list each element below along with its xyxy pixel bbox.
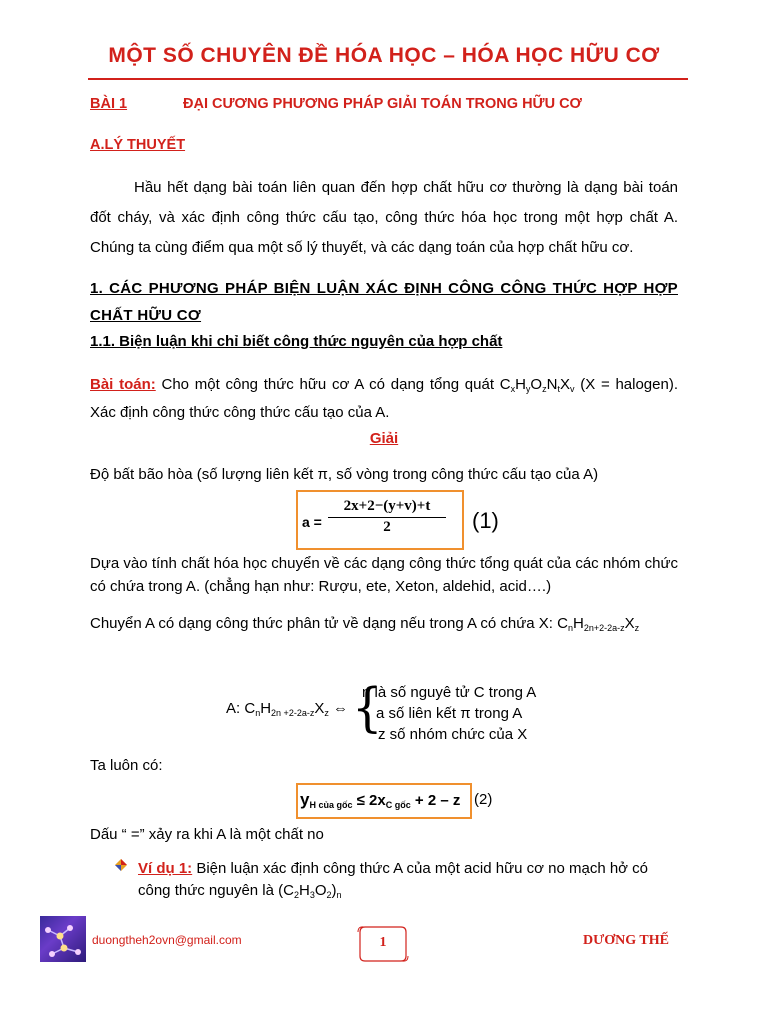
footer-author: DƯƠNG THẾ: [583, 933, 669, 948]
solution-label: Giải: [369, 430, 399, 447]
brace-symbol: {: [352, 677, 383, 739]
definition-item: z số nhóm chức của X: [378, 726, 528, 743]
formula-2-y: y: [300, 790, 310, 809]
problem-statement: Bài toán: Cho một công thức hữu cơ A có dạng tổng quát $C_xH_yO_zN_tX_v$ (X = halogen). Xác định công thức công thức cấu tạo của A.: [90, 376, 678, 421]
example-text: Biện luận xác định công thức A của một acid hữu cơ no mạch hở có công thức nguyên là (C: [138, 860, 649, 899]
formula-2-mid: ≤ 2x: [352, 792, 386, 809]
footer-molecule-image: [40, 916, 86, 962]
example-text-end: ): [331, 882, 337, 899]
problem-label: Bài toán:: [90, 376, 156, 393]
saturation-line: Độ bất bão hòa (số lượng liên kết π, số vòng trong công thức cấu tạo của A): [90, 466, 599, 483]
formula-2-inequality: [300, 790, 460, 810]
convert-line-text: Chuyển A có dạng công thức phân tử về dạng nếu trong A có chứa X: C: [90, 615, 568, 632]
formula-1-denominator: 2: [383, 519, 391, 535]
example-label: Ví dụ 1:: [138, 860, 193, 877]
formula-2-tag: (2): [474, 791, 493, 808]
formula-1-fraction: [328, 498, 446, 536]
document-title: MỘT SỐ CHUYÊN ĐỀ HÓA HỌC – HÓA HỌC HỮU CƠ: [108, 44, 660, 67]
definition-item: n là số nguyê tử C trong A: [362, 684, 537, 701]
always-label: Ta luôn có:: [90, 757, 163, 774]
page-number: 1: [379, 935, 387, 950]
bullet-icon: [114, 858, 128, 872]
lesson-number: BÀI 1: [90, 96, 128, 112]
problem-text-b: (X = halogen). Xác định công thức công thức cấu tạo của A.: [90, 376, 678, 421]
title-rule: [88, 78, 688, 80]
section-a-heading: A.LÝ THUYẾT: [90, 137, 186, 153]
definition-lhs: A: $C_nH_{2n +2-2a-z}X_z$ ⇔: [226, 700, 349, 718]
intro-paragraph: Hầu hết dạng bài toán liên quan đến hợp chất hữu cơ thường là dạng bài toán đốt cháy, và xác định công thức cấu tạo, công thức hóa học trong một hợp chất A. Chúng ta cùng điểm qua một số lý thuyết, và các dạng toán của hợp chất hữu cơ.: [90, 179, 678, 256]
equality-note: Dấu “ =” xảy ra khi A là một chất no: [90, 826, 324, 843]
definition-item: a số liên kết π trong A: [376, 705, 523, 722]
formula-2-sub-y: H của gốc: [309, 800, 353, 810]
formula-2-sub-x: C gốc: [385, 800, 411, 810]
footer-email: duongtheh2ovn@gmail.com: [92, 933, 242, 947]
convert-line: Chuyển A có dạng công thức phân tử về dạng nếu trong A có chứa X: $C_nH_{2n+2-2a-z}X_z$: [90, 615, 640, 633]
formula-2-tail: + 2 – z: [410, 792, 461, 809]
heading-1-1: 1.1. Biện luận khi chỉ biết công thức nguyên của hợp chất: [90, 333, 503, 350]
lesson-title: ĐẠI CƯƠNG PHƯƠNG PHÁP GIẢI TOÁN TRONG HỮU CƠ: [183, 96, 582, 112]
molecule-icon: [40, 916, 86, 962]
problem-text-a: Cho một công thức hữu cơ A có dạng tổng quát C: [155, 376, 511, 393]
definition-lhs-text: A: C: [226, 700, 256, 717]
formula-1-tag: (1): [472, 508, 499, 533]
formula-1-lhs: a =: [302, 514, 322, 530]
chemical-properties-paragraph: Dựa vào tính chất hóa học chuyển về các dạng công thức tổng quát của các nhóm chức có chứa trong A. (chẳng hạn như: Rượu, ete, Xeton, aldehid, acid….): [90, 555, 678, 595]
heading-1: 1. CÁC PHƯƠNG PHÁP BIỆN LUẬN XÁC ĐỊNH CÔNG CÔNG THỨC HỢP HỢP CHẤT HỮU CƠ: [90, 280, 678, 324]
formula-1-numerator: 2x+2−(y+v)+t: [328, 498, 446, 518]
definition-list: [362, 682, 536, 745]
example-1: Ví dụ 1: Biện luận xác định công thức A của một acid hữu cơ no mạch hở có công thức nguyên là $(C_2H_3O_2)_n$: [138, 860, 649, 900]
